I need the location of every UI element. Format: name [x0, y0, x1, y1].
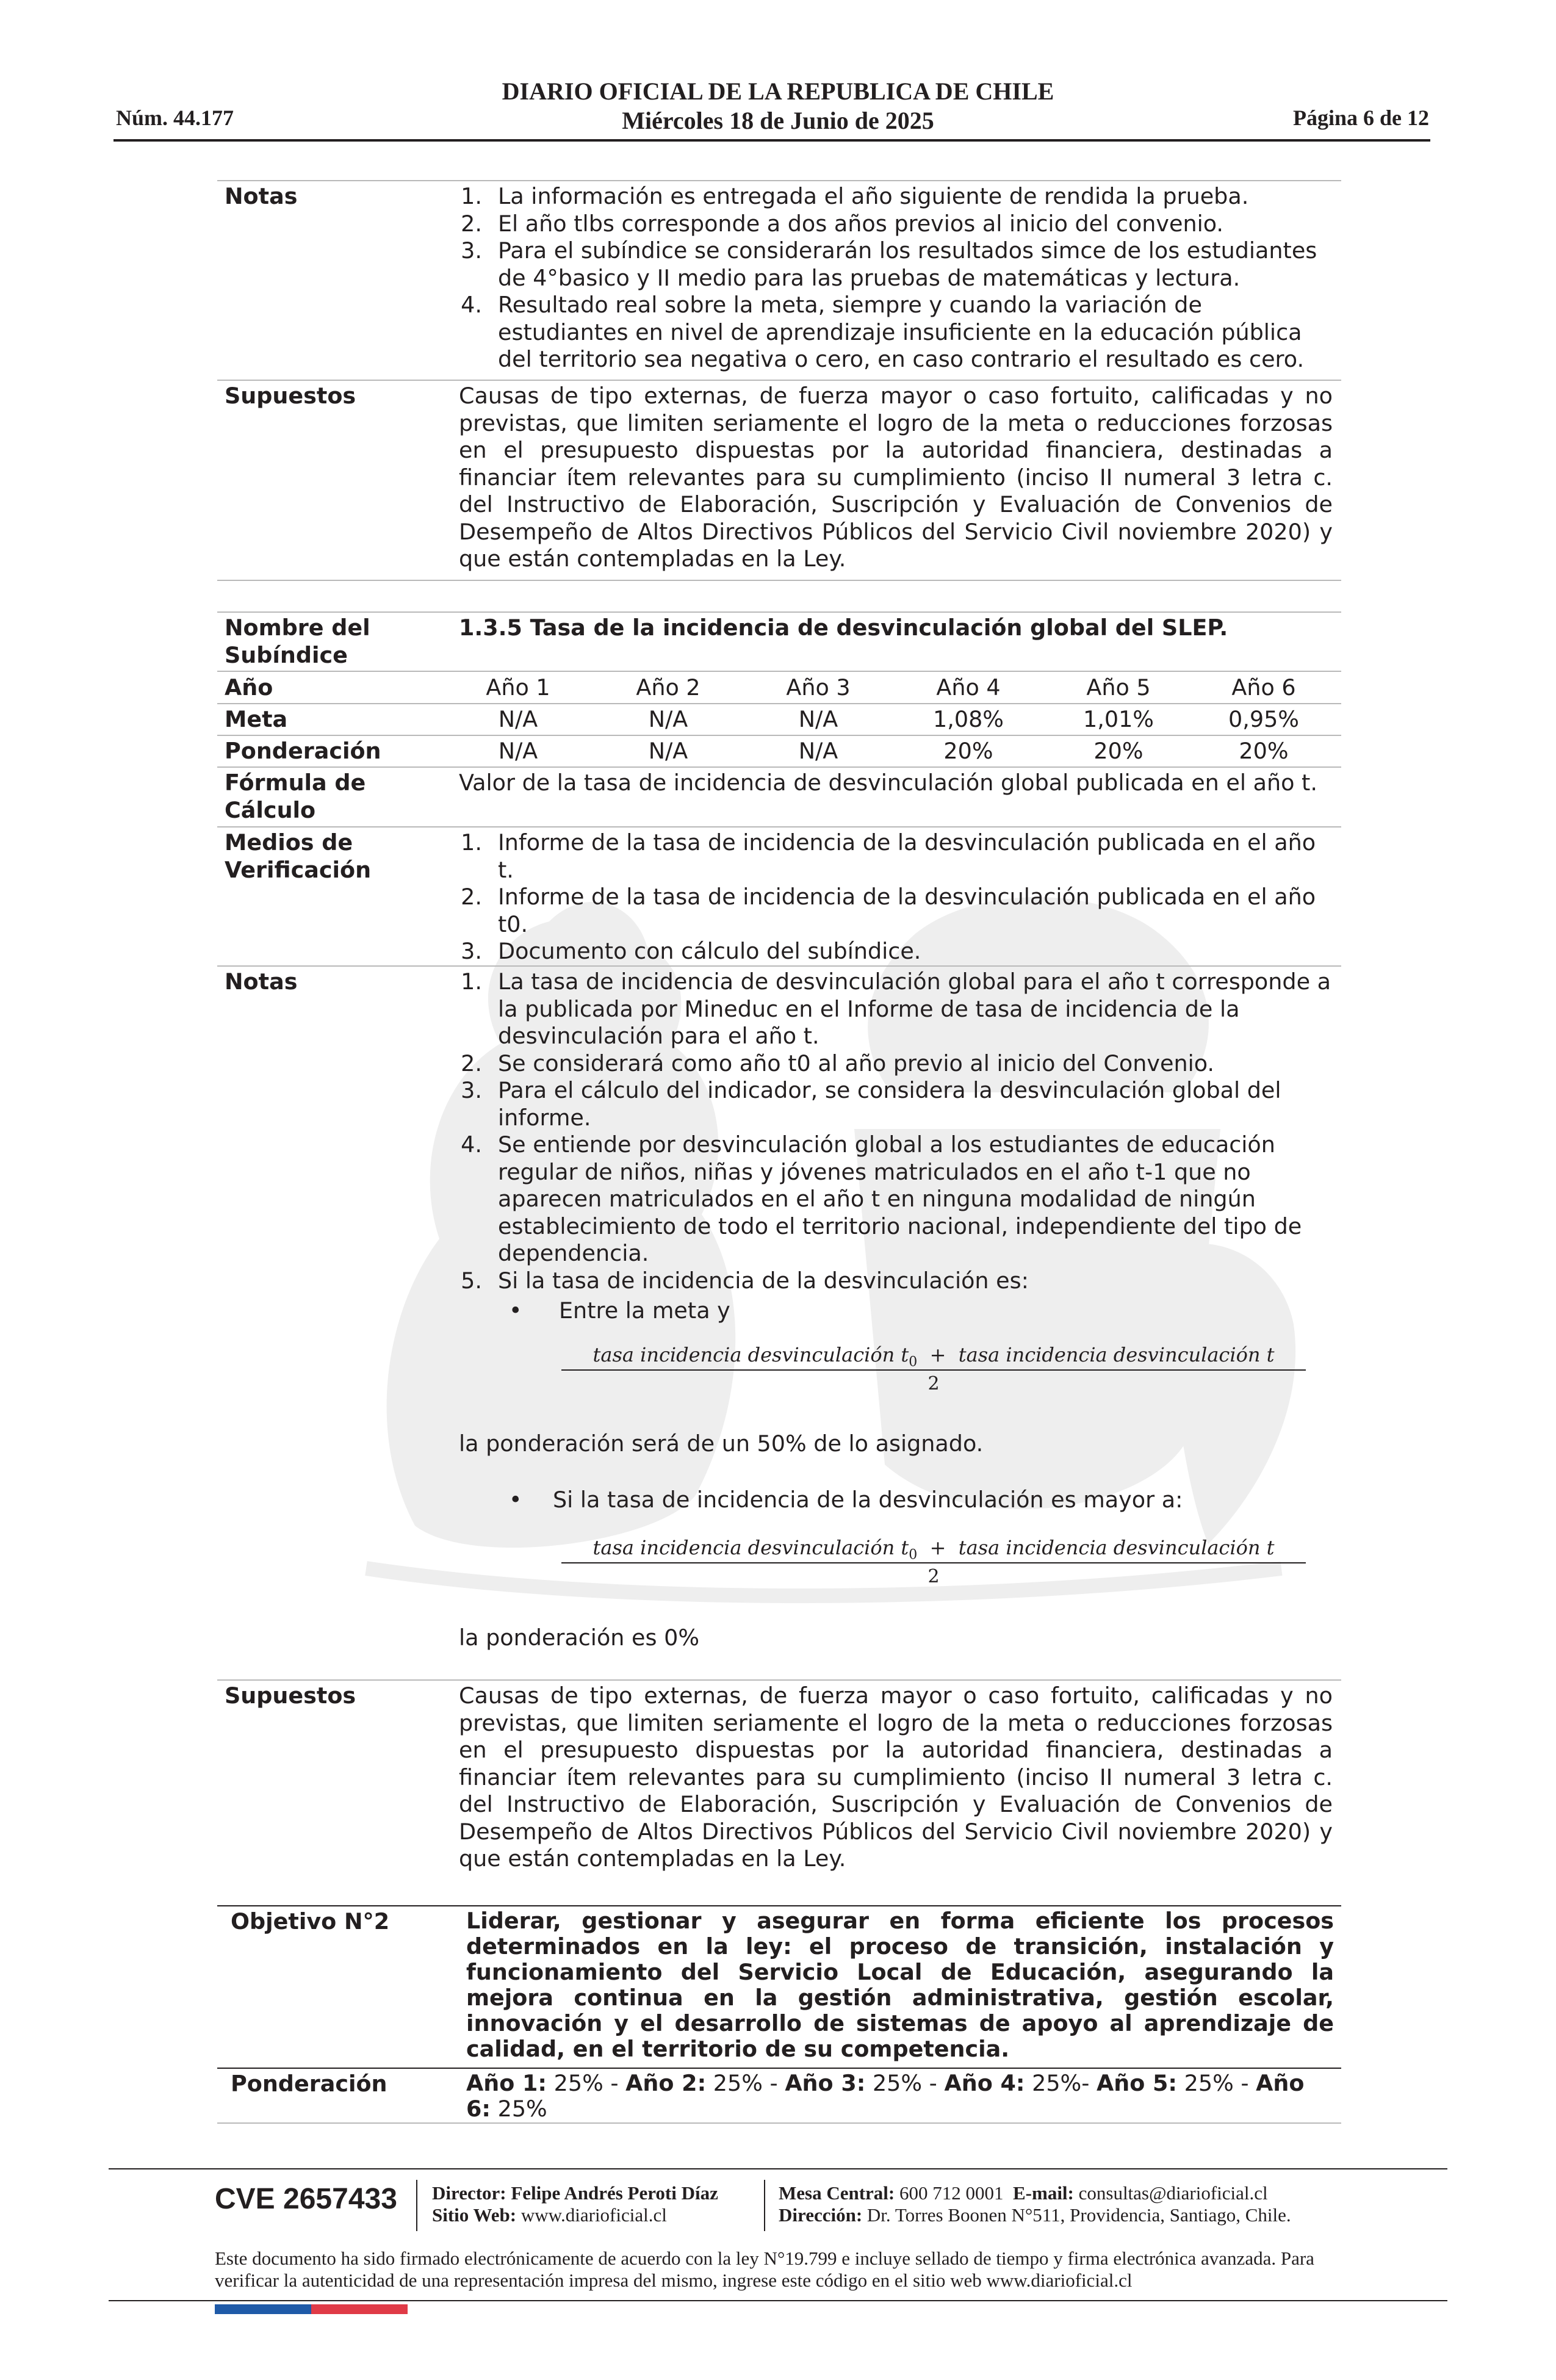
objetivo-ponderacion-label: Ponderación	[231, 2071, 387, 2097]
row-divider	[217, 826, 1341, 828]
list-item	[461, 1077, 1333, 1131]
anio-label: Año	[225, 674, 273, 701]
publication-date: Miércoles 18 de Junio de 2025	[622, 107, 934, 134]
formula-numerator: tasa incidencia desvinculación $t_0$ + tasa incidencia desvinculación t	[593, 1536, 1275, 1563]
footer-rule	[109, 2300, 1447, 2301]
row-divider	[217, 735, 1341, 736]
result-text-2: la ponderación es 0%	[459, 1625, 699, 1651]
supuestos-text: Causas de tipo externas, de fuerza mayor o caso fortuito, calificadas y no previstas, que limiten seriamente el logro de la meta o reducciones forzosas en el presupuesto dispuestas por la autoridad financiera, destinadas a financiar ítem relevantes para su cumplimiento (inciso II numeral 3 letra c. del Instructivo de Elaboración, Suscripción y Evaluación de Convenios de Desempeño de Altos Directivos Públicos del Servicio Civil noviembre 2020) y que están contempladas en la Ley.	[459, 383, 1333, 572]
weight-separator: -	[922, 2070, 945, 2096]
supuestos-label: Supuestos	[225, 383, 356, 409]
page-number: Página 6 de 12	[1292, 106, 1429, 130]
weight-year-label: Año 4:	[944, 2070, 1025, 2096]
ponderacion-label: Ponderación	[225, 738, 381, 764]
list-number: 1.	[461, 183, 482, 209]
list-item	[461, 1131, 1333, 1268]
table-cell: Año 5	[1086, 674, 1151, 701]
table-cell: N/A	[498, 738, 538, 764]
row-divider	[217, 703, 1341, 704]
notas-list	[461, 968, 1333, 1294]
publication-title: DIARIO OFICIAL DE LA REPUBLICA DE CHILE	[502, 78, 1054, 105]
weight-value: 25%	[872, 2070, 923, 2096]
table-cell: 1,08%	[933, 706, 1004, 732]
indicator-table-1-3-5	[217, 611, 1341, 1661]
list-number: 3.	[461, 237, 482, 264]
weight-year-label: Año 5:	[1097, 2070, 1178, 2096]
list-number: 4.	[461, 292, 482, 318]
objetivo-text: Liderar, gestionar y asegurar en forma eficiente los procesos determinados en la ley: el proceso de transición, instalación y funcionamiento del Servicio Local de Educación, asegurando la mejora continua en la gestión administrativa, gestión escolar, innovación y el desarrollo de sistemas de apoyo al aprendizaje de calidad, en el territorio de su competencia.	[466, 1908, 1334, 2062]
footer-separator	[764, 2180, 765, 2231]
list-number: 3.	[461, 938, 482, 964]
bullet-dot: •	[509, 1297, 522, 1324]
weight-year-label: Año 2:	[625, 2070, 707, 2096]
email-link[interactable]: consultas@diarioficial.cl	[1078, 2182, 1268, 2204]
nombre-label: Nombre del Subíndice	[225, 615, 370, 668]
list-number: 5.	[461, 1267, 482, 1294]
row-divider	[217, 580, 1341, 581]
table-cell: 1,01%	[1083, 706, 1154, 732]
masthead	[427, 77, 1129, 135]
director-block: Director: Felipe Andrés Peroti Díaz Sitio Web: www.diarioficial.cl	[432, 2182, 718, 2226]
formula-numerator: tasa incidencia desvinculación $t_0$ + tasa incidencia desvinculación t	[593, 1343, 1275, 1370]
list-text: Documento con cálculo del subíndice.	[498, 938, 921, 964]
website-link[interactable]: www.diarioficial.cl	[520, 2204, 667, 2226]
medios-list	[461, 829, 1333, 965]
result-text-1: la ponderación será de un 50% de lo asignado.	[459, 1430, 984, 1457]
objetivo-label: Objetivo N°2	[231, 1908, 390, 1935]
phone-number: 600 712 0001	[899, 2182, 1004, 2204]
bullet-text-2: Si la tasa de incidencia de la desvinculación es mayor a:	[553, 1487, 1183, 1513]
contact-block: Mesa Central: 600 712 0001 E-mail: consultas@diarioficial.cl Dirección: Dr. Torres Boonen N°511, Providencia, Santiago, Chile.	[779, 2182, 1291, 2226]
medios-label: Medios de Verificación	[225, 829, 372, 883]
indicator-table-previous	[217, 180, 1341, 586]
supuestos-text: Causas de tipo externas, de fuerza mayor o caso fortuito, calificadas y no previstas, que limiten seriamente el logro de la meta o reducciones forzosas en el presupuesto dispuestas por la autoridad financiera, destinadas a financiar ítem relevantes para su cumplimiento (inciso II numeral 3 letra c. del Instructivo de Elaboración, Suscripción y Evaluación de Convenios de Desempeño de Altos Directivos Públicos del Servicio Civil noviembre 2020) y que están contempladas en la Ley.	[459, 1682, 1333, 1872]
supuestos-label: Supuestos	[225, 1682, 356, 1709]
list-text: Resultado real sobre la meta, siempre y cuando la variación de estudiantes en nivel de aprendizaje insuficiente en la educación pública del territorio sea negativa o cero, en caso contrario el resultado es cero.	[498, 292, 1305, 372]
notas-list	[461, 183, 1333, 373]
list-text: Para el subíndice se considerarán los resultados simce de los estudiantes de 4°basico y II medio para las pruebas de matemáticas y lectura.	[498, 237, 1317, 291]
list-text: La tasa de incidencia de desvinculación global para el año t corresponde a la publicada por Mineduc en el Informe de tasa de incidencia de la desvinculación para el año t.	[498, 968, 1331, 1049]
row-divider	[217, 2068, 1341, 2069]
table-cell: N/A	[648, 706, 688, 732]
table-cell: N/A	[798, 738, 838, 764]
row-divider	[217, 671, 1341, 672]
meta-label: Meta	[225, 706, 288, 732]
formula-fraction-bar	[561, 1562, 1306, 1563]
director-name: Felipe Andrés Peroti Díaz	[511, 2182, 718, 2204]
list-text: Informe de la tasa de incidencia de la desvinculación publicada en el año t.	[498, 829, 1316, 883]
row-divider	[217, 766, 1341, 768]
header-rule	[113, 139, 1430, 142]
weight-value: 25%	[1184, 2070, 1234, 2096]
formula-block-1	[561, 1341, 1306, 1395]
row-divider	[217, 1679, 1341, 1681]
weight-value: 25%	[553, 2070, 603, 2096]
footer-rule	[109, 2168, 1447, 2169]
weight-value: 25%	[497, 2096, 547, 2122]
supuestos-table	[217, 1679, 1341, 1881]
table-cell: Año 3	[786, 674, 851, 701]
objetivo-table	[217, 1905, 1341, 2125]
row-divider	[217, 380, 1341, 381]
table-cell: 20%	[1093, 738, 1144, 764]
footer-separator	[416, 2180, 417, 2231]
list-number: 4.	[461, 1131, 482, 1158]
list-text: Para el cálculo del indicador, se considera la desvinculación global del informe.	[498, 1077, 1281, 1131]
list-item	[461, 292, 1333, 373]
list-item	[461, 938, 1333, 965]
weight-separator: -	[1081, 2070, 1097, 2096]
notas-label: Notas	[225, 183, 298, 209]
list-text: Informe de la tasa de incidencia de la desvinculación publicada en el año t0.	[498, 884, 1316, 937]
list-number: 2.	[461, 210, 482, 237]
formula-denominator: 2	[927, 1373, 940, 1394]
table-cell: 20%	[1239, 738, 1289, 764]
address: Dr. Torres Boonen N°511, Providencia, Santiago, Chile.	[866, 2204, 1291, 2226]
weight-year-label: Año 3:	[785, 2070, 866, 2096]
list-item	[461, 210, 1333, 238]
list-number: 2.	[461, 1050, 482, 1076]
table-cell: Año 4	[936, 674, 1001, 701]
list-number: 1.	[461, 968, 482, 995]
subindice-name: 1.3.5 Tasa de la incidencia de desvinculación global del SLEP.	[459, 615, 1228, 641]
list-number: 1.	[461, 829, 482, 856]
formula-text: Valor de la tasa de incidencia de desvinculación global publicada en el año t.	[459, 770, 1317, 796]
table-cell: N/A	[498, 706, 538, 732]
row-divider	[217, 180, 1341, 181]
list-text: La información es entregada el año siguiente de rendida la prueba.	[498, 183, 1249, 209]
list-item	[461, 1267, 1333, 1295]
issue-number: Núm. 44.177	[116, 106, 234, 130]
bullet-dot: •	[509, 1487, 522, 1513]
formula-fraction-bar	[561, 1369, 1306, 1371]
list-text: Se entiende por desvinculación global a los estudiantes de educación regular de niños, niñas y jóvenes matriculados en el año t-1 que no aparecen matriculados en el año t en ninguna modalidad de ningún establecimiento de todo el territorio nacional, independiente del tipo de dependencia.	[498, 1131, 1302, 1266]
table-cell: N/A	[798, 706, 838, 732]
list-text: Si la tasa de incidencia de la desvinculación es:	[498, 1267, 1029, 1294]
bullet-text-1: Entre la meta y	[559, 1297, 730, 1324]
formula-label: Fórmula de Cálculo	[225, 770, 366, 823]
list-item	[461, 968, 1333, 1050]
objetivo-weights	[466, 2071, 1334, 2122]
list-text: Se considerará como año t0 al año previo al inicio del Convenio.	[498, 1050, 1215, 1076]
flag-stripe-blue	[215, 2304, 311, 2314]
weight-year-label: Año 1:	[466, 2070, 547, 2096]
table-cell: Año 1	[486, 674, 550, 701]
weight-value: 25%	[713, 2070, 763, 2096]
list-item	[461, 829, 1333, 884]
table-cell: Año 6	[1231, 674, 1296, 701]
weight-year-label: Año 6:	[466, 2070, 1305, 2122]
list-item	[461, 1050, 1333, 1078]
row-divider	[217, 965, 1341, 967]
list-text: El año tlbs corresponde a dos años previos al inicio del convenio.	[498, 210, 1224, 237]
formula-block-2	[561, 1534, 1306, 1588]
list-item	[461, 884, 1333, 938]
table-cell: 0,95%	[1228, 706, 1299, 732]
list-item	[461, 237, 1333, 292]
table-cell: Año 2	[636, 674, 701, 701]
notas-label: Notas	[225, 968, 298, 995]
list-number: 2.	[461, 884, 482, 910]
table-cell: N/A	[648, 738, 688, 764]
row-divider	[217, 1905, 1341, 1906]
weight-separator: -	[603, 2070, 626, 2096]
row-divider	[217, 2122, 1341, 2124]
row-divider	[217, 611, 1341, 613]
weight-value: 25%	[1032, 2070, 1082, 2096]
cve-code: CVE 2657433	[215, 2183, 397, 2215]
weight-separator: -	[762, 2070, 785, 2096]
table-cell: 20%	[943, 738, 993, 764]
formula-denominator: 2	[927, 1566, 940, 1587]
list-number: 3.	[461, 1077, 482, 1103]
list-item	[461, 183, 1333, 211]
signature-notice: Este documento ha sido firmado electrónicamente de acuerdo con la ley N°19.799 e incluye sellado de tiempo y firma electrónica avanzada. Para verificar la autenticidad de una representación impresa del mismo, ingrese este código en el sitio web www.diarioficial.cl	[215, 2248, 1314, 2291]
flag-stripe-red	[311, 2304, 408, 2314]
weight-separator: -	[1233, 2070, 1256, 2096]
